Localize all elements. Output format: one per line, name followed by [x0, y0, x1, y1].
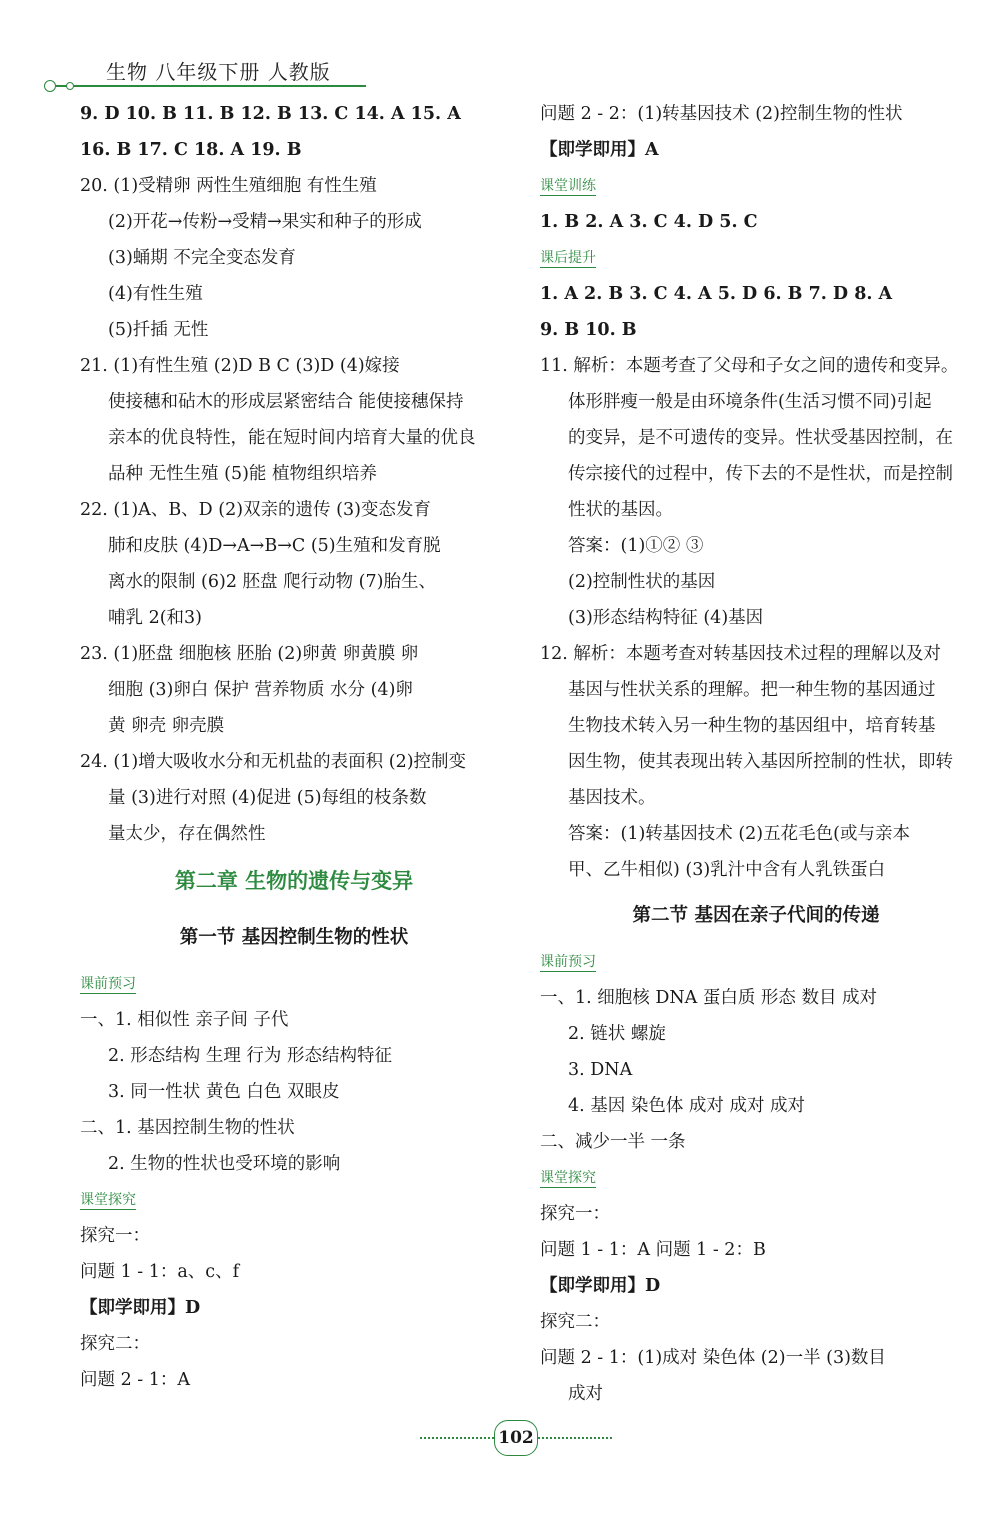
answer-line: 问题 2 - 2：(1)转基因技术 (2)控制生物的性状: [540, 104, 903, 124]
answer-line: 21. (1)有性生殖 (2)D B C (3)D (4)嫁接: [80, 356, 400, 376]
section-title: 第二节 基因在亲子代间的传递: [632, 905, 880, 926]
answer-line: 12. 解析：本题考查对转基因技术过程的理解以及对: [540, 644, 941, 664]
answer-line: (3)形态结构特征 (4)基因: [568, 608, 764, 628]
answer-line: 使接穗和砧木的形成层紧密结合 能使接穗保持: [108, 392, 464, 412]
answer-line: 量太少，存在偶然性: [108, 824, 266, 844]
answer-line: 肺和皮肤 (4)D→A→B→C (5)生殖和发育脱: [108, 536, 441, 556]
answer-line: (3)蛹期 不完全变态发育: [108, 248, 296, 268]
subsection-label: 课前预习: [540, 954, 596, 970]
answer-line: 基因与性状关系的理解。把一种生物的基因通过: [568, 680, 936, 700]
answer-line: 离水的限制 (6)2 胚盘 爬行动物 (7)胎生、: [108, 572, 436, 592]
answer-line: 甲、乙牛相似) (3)乳汁中含有人乳铁蛋白: [568, 860, 886, 880]
answer-line: 问题 2 - 1：(1)成对 染色体 (2)一半 (3)数目: [540, 1348, 886, 1368]
subsection-label: 课前预习: [80, 976, 136, 992]
answer-line: 一、1. 细胞核 DNA 蛋白质 形态 数目 成对: [540, 988, 878, 1008]
answer-line: 问题 1 - 1：a、c、f: [80, 1262, 240, 1282]
section-title: 第一节 基因控制生物的性状: [179, 927, 409, 948]
answer-line: 2. 生物的性状也受环境的影响: [108, 1154, 341, 1174]
answer-line: 【即学即用】A: [540, 140, 659, 160]
footer-dots-left: [420, 1437, 494, 1439]
answer-line: (2)开花→传粉→受精→果实和种子的形成: [108, 212, 422, 232]
chapter-title: 第二章 生物的遗传与变异: [174, 869, 414, 893]
header-rule: [56, 85, 366, 87]
header-circle-icon: [44, 80, 56, 92]
answer-line: 体形胖瘦一般是由环境条件(生活习惯不同)引起: [568, 392, 932, 412]
answer-line: 基因技术。: [568, 788, 656, 808]
answer-line: 二、减少一半 一条: [540, 1132, 686, 1152]
page-header: [44, 52, 374, 98]
answer-line: (5)扦插 无性: [108, 320, 209, 340]
answer-line: 探究二：: [80, 1334, 150, 1354]
answer-line: 20. (1)受精卵 两性生殖细胞 有性生殖: [80, 176, 377, 196]
answer-line: 24. (1)增大吸收水分和无机盐的表面积 (2)控制变: [80, 752, 467, 772]
answer-line: 16. B 17. C 18. A 19. B: [80, 140, 302, 160]
answer-line: 生物技术转入另一种生物的基因组中，培育转基: [568, 716, 936, 736]
answer-line: 二、1. 基因控制生物的性状: [80, 1118, 295, 1138]
subsection-label: 课堂探究: [80, 1192, 136, 1208]
header-title: 生物 八年级下册 人教版: [106, 60, 331, 84]
answer-line: 品种 无性生殖 (5)能 植物组织培养: [108, 464, 377, 484]
answer-line: 哺乳 2(和3): [108, 608, 202, 628]
answer-line: 因生物，使其表现出转入基因所控制的性状，即转: [568, 752, 953, 772]
answer-line: 9. D 10. B 11. B 12. B 13. C 14. A 15. A: [80, 104, 461, 124]
answer-line: 23. (1)胚盘 细胞核 胚胎 (2)卵黄 卵黄膜 卵: [80, 644, 419, 664]
answer-line: 一、1. 相似性 亲子间 子代: [80, 1010, 289, 1030]
subsection-label: 课堂训练: [540, 178, 596, 194]
answer-line: 探究一：: [540, 1204, 610, 1224]
answer-line: 3. 同一性状 黄色 白色 双眼皮: [108, 1082, 340, 1102]
answer-line: 4. 基因 染色体 成对 成对 成对: [568, 1096, 806, 1116]
answer-line: 11. 解析：本题考查了父母和子女之间的遗传和变异。: [540, 356, 959, 376]
answer-line: 9. B 10. B: [540, 320, 637, 340]
subsection-label: 课后提升: [540, 250, 596, 266]
answer-line: 3. DNA: [568, 1060, 633, 1080]
answer-line: 【即学即用】D: [80, 1298, 201, 1318]
answer-line: 答案：(1)①② ③: [568, 536, 704, 556]
right-column: [540, 96, 972, 1412]
answer-line: (2)控制性状的基因: [568, 572, 716, 592]
page-footer: [420, 1418, 610, 1458]
answer-line: 细胞 (3)卵白 保护 营养物质 水分 (4)卵: [108, 680, 413, 700]
answer-line: 1. B 2. A 3. C 4. D 5. C: [540, 212, 758, 232]
answer-line: 探究一：: [80, 1226, 150, 1246]
answer-line: 的变异，是不可遗传的变异。性状受基因控制，在: [568, 428, 953, 448]
answer-line: 亲本的优良特性，能在短时间内培育大量的优良: [108, 428, 476, 448]
header-circle-small-icon: [66, 82, 74, 90]
answer-line: 黄 卵壳 卵壳膜: [108, 716, 225, 736]
answer-line: 答案：(1)转基因技术 (2)五花毛色(或与亲本: [568, 824, 910, 844]
answer-line: 性状的基因。: [568, 500, 673, 520]
subsection-label: 课堂探究: [540, 1170, 596, 1186]
answer-line: 问题 1 - 1：A 问题 1 - 2：B: [540, 1240, 766, 1260]
answer-line: 量 (3)进行对照 (4)促进 (5)每组的枝条数: [108, 788, 427, 808]
answer-line: 1. A 2. B 3. C 4. A 5. D 6. B 7. D 8. A: [540, 284, 893, 304]
answer-line: (4)有性生殖: [108, 284, 203, 304]
answer-line: 探究二：: [540, 1312, 610, 1332]
answer-line: 问题 2 - 1：A: [80, 1370, 191, 1390]
left-column: [80, 96, 508, 1398]
answer-line: 22. (1)A、B、D (2)双亲的遗传 (3)变态发育: [80, 500, 431, 520]
footer-dots-right: [538, 1437, 612, 1439]
answer-line: 成对: [568, 1384, 603, 1404]
page-number: 102: [494, 1420, 538, 1456]
answer-line: 【即学即用】D: [540, 1276, 661, 1296]
answer-line: 传宗接代的过程中，传下去的不是性状，而是控制: [568, 464, 953, 484]
answer-line: 2. 形态结构 生理 行为 形态结构特征: [108, 1046, 392, 1066]
answer-line: 2. 链状 螺旋: [568, 1024, 666, 1044]
